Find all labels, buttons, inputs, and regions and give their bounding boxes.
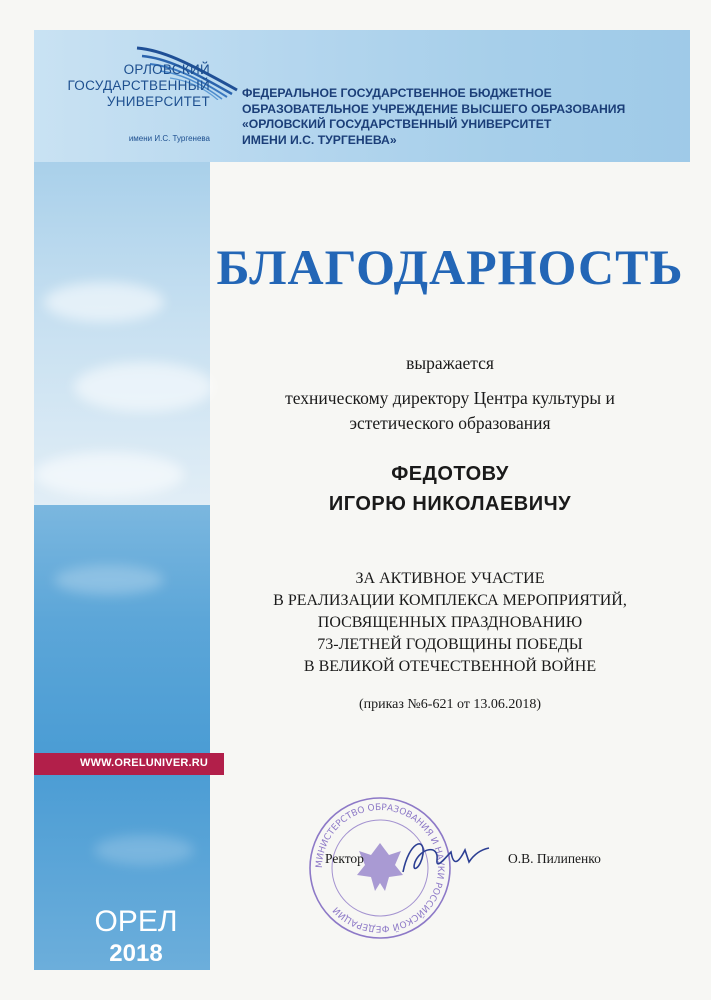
university-name: ОРЛОВСКИЙ ГОСУДАРСТВЕННЫЙ УНИВЕРСИТЕТ [67,62,210,109]
reason-line: В РЕАЛИЗАЦИИ КОМПЛЕКСА МЕРОПРИЯТИЙ, [273,592,627,609]
expressed-line: выражается [406,353,494,373]
signer-name: О.В. Пилипенко [508,851,601,866]
expressed-line: техническому директору Центра культуры и [285,388,615,408]
svg-text:МИНИСТЕРСТВО ОБРАЗОВАНИЯ И НАУ: МИНИСТЕРСТВО ОБРАЗОВАНИЯ И НАУКИ РОССИЙСКОЙ ФЕДЕРАЦИИ [314,802,446,934]
reason-line: В ВЕЛИКОЙ ОТЕЧЕСТВЕННОЙ ВОЙНЕ [303,658,597,675]
recipient-given-name: ИГОРЮ НИКОЛАЕВИЧУ [328,493,572,515]
reason-line: ПОСВЯЩЕННЫХ ПРАЗДНОВАНИЮ [317,614,583,631]
year-label: 2018 [109,940,163,967]
university-subtitle: имени И.С. Тургенева [128,134,210,143]
website-link[interactable]: WWW.ORELUNIVER.RU [80,757,209,769]
order-reference: (приказ №6-621 от 13.06.2018) [358,697,542,712]
reason-line: ЗА АКТИВНОЕ УЧАСТИЕ [355,570,545,587]
left-sky-band [34,162,210,512]
signature-icon [395,832,495,882]
reason-line: 73-ЛЕТНЕЙ ГОДОВЩИНЫ ПОБЕДЫ [317,636,583,653]
institution-name: ФЕДЕРАЛЬНОЕ ГОСУДАРСТВЕННОЕ БЮДЖЕТНОЕ ОБРАЗОВАТЕЛЬНОЕ УЧРЕЖДЕНИЕ ВЫСШЕГО ОБРАЗОВАНИЯ «ОРЛОВСКИЙ ГОСУДАРСТВЕННЫЙ УНИВЕРСИТЕТ ИМЕНИ И.С. ТУРГЕНЕВА» [242,86,626,147]
left-blue-band [34,505,210,970]
city-label: ОРЕЛ [94,905,178,938]
expressed-line: эстетического образования [349,413,551,433]
document-title: БЛАГОДАРНОСТЬ [216,239,684,295]
recipient-surname: ФЕДОТОВУ [391,463,509,485]
signer-title: Ректор [325,851,364,866]
